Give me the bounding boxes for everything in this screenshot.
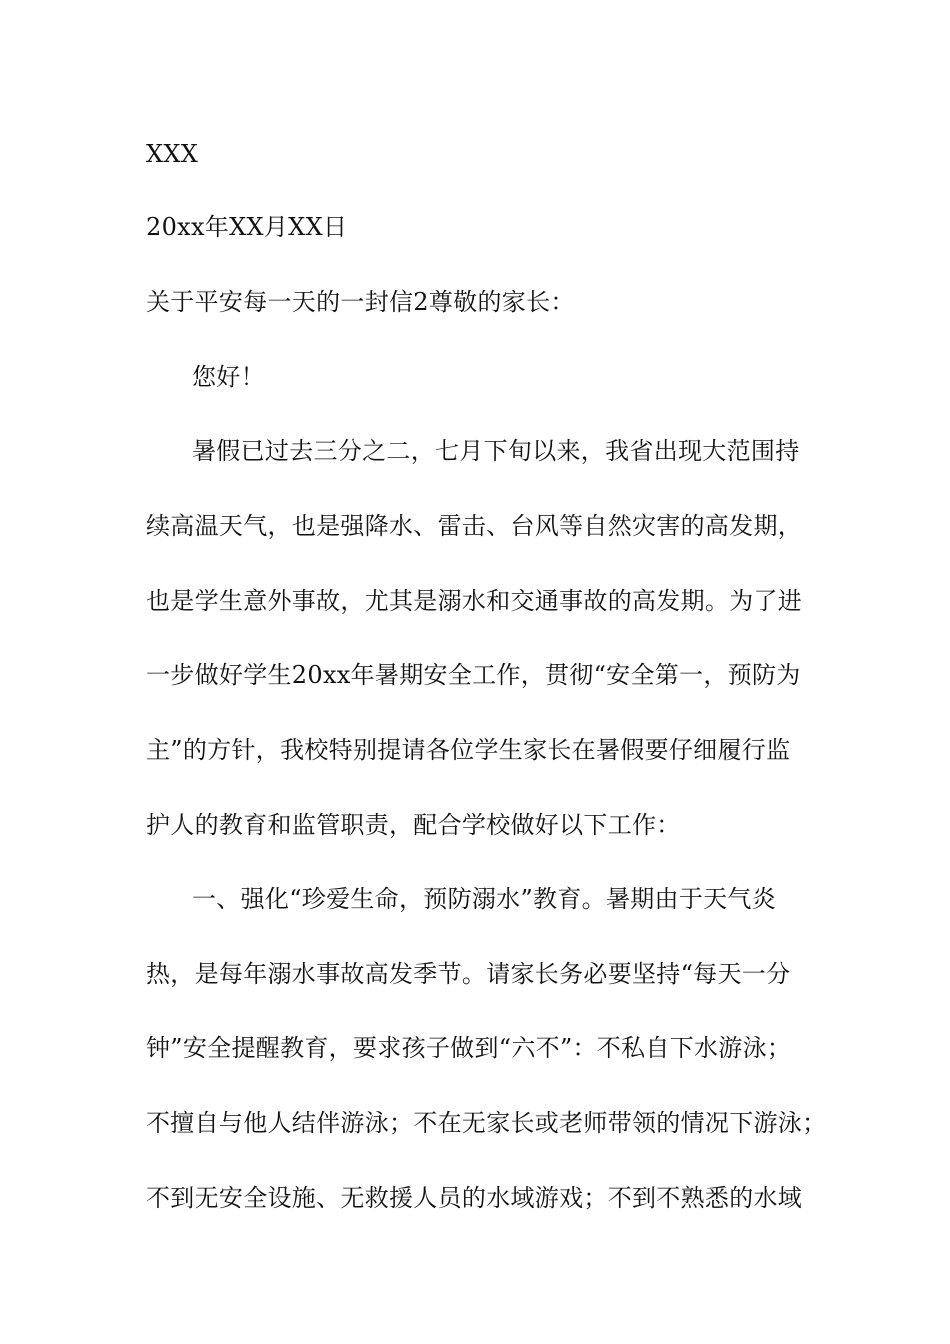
paragraph-line: 热，是每年溺水事故高发季节。请家长务必要坚持“每天一分 — [146, 960, 791, 988]
greeting: 您好！ — [192, 363, 265, 391]
paragraph-line: 暑假已过去三分之二，七月下旬以来，我省出现大范围持 — [192, 437, 800, 465]
paragraph-line: 不擅自与他人结伴游泳；不在无家长或老师带领的情况下游泳； — [146, 1109, 827, 1137]
paragraph-line: 续高温天气，也是强降水、雷击、台风等自然灾害的高发期， — [146, 512, 803, 540]
letter-title-salutation: 关于平安每一天的一封信2尊敬的家长： — [146, 288, 575, 316]
letter-date: 20xx年XX月XX日 — [146, 213, 348, 241]
paragraph-line: 护人的教育和监管职责，配合学校做好以下工作： — [146, 811, 681, 839]
paragraph-line: 不到无安全设施、无救援人员的水域游戏；不到不熟悉的水域 — [146, 1184, 803, 1212]
paragraph-line: 钟”安全提醒教育，要求孩子做到“六不”：不私自下水游泳； — [146, 1034, 792, 1062]
paragraph-line: 主”的方针，我校特别提请各位学生家长在暑假要仔细履行监 — [146, 736, 791, 764]
paragraph-line: 一步做好学生20xx年暑期安全工作，贯彻“安全第一，预防为 — [146, 661, 801, 689]
paragraph-line: 也是学生意外事故，尤其是溺水和交通事故的高发期。为了进 — [146, 587, 803, 615]
paragraph-line: 一、强化“珍爱生命，预防溺水”教育。暑期由于天气炎 — [192, 885, 777, 913]
signature: XXX — [146, 140, 199, 168]
